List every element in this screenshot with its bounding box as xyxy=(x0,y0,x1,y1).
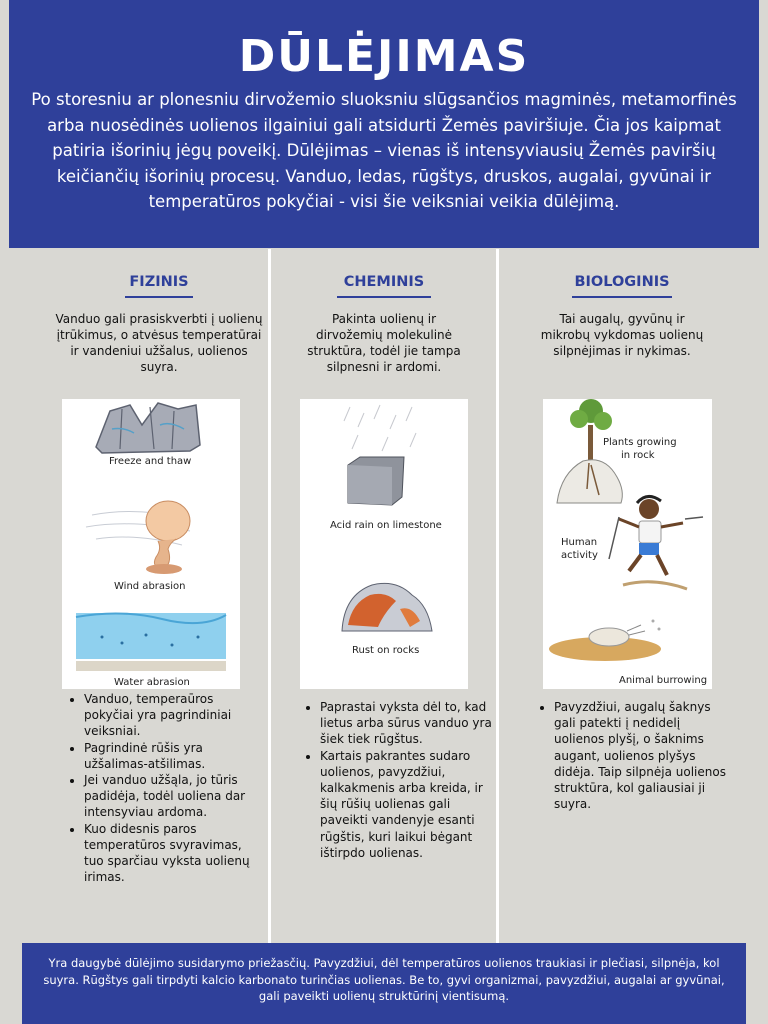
water-abrasion-image xyxy=(76,613,226,671)
human-label-line1: Human xyxy=(561,537,598,548)
list-item: • Paprastai vyksta dėl to, kad lietus arba sūrus vanduo yra šiek tiek rūgštus. xyxy=(320,699,492,748)
column-biological xyxy=(509,262,735,359)
chemical-bullet-list xyxy=(300,699,492,861)
animal-burrowing-label: Animal burrowing xyxy=(619,675,708,686)
rusty-rock-image xyxy=(342,583,432,631)
biological-weathering-illustration xyxy=(543,399,712,689)
acid-rain-label: Acid rain on limestone xyxy=(330,520,442,531)
wind-abrasion-label: Wind abrasion xyxy=(114,581,186,592)
acid-rain-image xyxy=(344,405,416,505)
hiker-image xyxy=(609,496,703,589)
list-item: • Jei vanduo užšąla, jo tūris padidėja, todėl uoliena dar intensyviau ardoma. xyxy=(84,772,264,821)
column-title: BIOLOGINIS xyxy=(574,274,670,290)
list-item: • Pavyzdžiui, augalų šaknys gali patekti į nedidelį uolienos plyšį, o šaknims augant, uolienos plyšys didėja. Taip silpnėja uolienos struktūra, kol galiausiai ji suyra. xyxy=(554,699,734,812)
burrowing-animal-image xyxy=(549,620,661,662)
chemical-weathering-illustration xyxy=(300,399,468,689)
header-banner xyxy=(9,0,759,248)
water-abrasion-label: Water abrasion xyxy=(114,677,190,688)
rust-label: Rust on rocks xyxy=(352,645,420,656)
wind-abrasion-rock-image xyxy=(86,501,190,574)
column-chemical xyxy=(271,262,497,375)
footer-text: Yra daugybė dūlėjimo susidarymo priežasčių. Pavyzdžiui, dėl temperatūros uolienos traukiasi ir plečiasi, silpnėja, kol suyra. Rūgštys gali tirpdyti kalcio karbonato turinčias uolienas. Be to, gyvi organizmai, pavyzdžiui, augalai ar gyvūnai, gali paveikti uolienų struktūrinį vientisumą. xyxy=(43,956,725,1003)
title-underline xyxy=(337,296,431,298)
column-physical xyxy=(46,262,272,375)
title-underline xyxy=(125,296,193,298)
column-title: FIZINIS xyxy=(129,274,189,290)
list-item: • Pagrindinė rūšis yra užšalimas-atšilimas. xyxy=(84,740,264,772)
freeze-thaw-label: Freeze and thaw xyxy=(109,456,192,467)
list-item: • Vanduo, temperaūros pokyčiai yra pagrindiniai veiksniai. xyxy=(84,691,264,740)
tree-in-rock-image xyxy=(557,399,622,503)
title-underline xyxy=(572,296,672,298)
intro-text: Po storesniu ar plonesniu dirvožemio sluoksniu slūgsančios magminės, metamorfinės arba nuosėdinės uolienos ilgainiui gali atsidurti Žemės paviršiuje. Čia jos kaipmat patiria išorinių jėgų poveikį. Dūlėjimas – vienas iš intensyviausių Žemės paviršių keičiančių išorinių procesų. Vanduo, ledas, rūgštys, druskos, augalai, gyvūnai ir temperatūros pokyčiai - visi šie veiksniai veikia dūlėjimą. xyxy=(31,90,737,211)
physical-weathering-illustration xyxy=(62,399,240,689)
column-description: Vanduo gali prasiskverbti į uolienų įtrūkimus, o atvėsus temperatūrai ir vandeniui užšalus, uolienos suyra. xyxy=(55,312,263,374)
footer-banner xyxy=(22,943,746,1024)
column-description: Pakinta uolienų ir dirvožemių molekulinė struktūra, todėl jie tampa silpnesni ir ardomi. xyxy=(307,312,461,374)
column-description: Tai augalų, gyvūnų ir mikrobų vykdomas uolienų silpnėjimas ir nykimas. xyxy=(540,312,704,358)
plants-label-line2: in rock xyxy=(621,450,655,461)
human-label-line2: activity xyxy=(561,550,598,561)
page-title: DŪLĖJIMAS xyxy=(238,31,530,82)
column-title: CHEMINIS xyxy=(343,274,425,290)
chemical-illustration-svg xyxy=(300,399,468,689)
physical-bullet-list xyxy=(64,691,264,885)
list-item: • Kuo didesnis paros temperatūros svyravimas, tuo sparčiau vyksta uolienų irimas. xyxy=(84,821,264,886)
plants-label-line1: Plants growing xyxy=(603,437,677,448)
biological-illustration-svg xyxy=(543,399,712,689)
freeze-thaw-rock-image xyxy=(96,403,200,453)
physical-illustration-svg xyxy=(62,399,240,689)
list-item: • Kartais pakrantes sudaro uolienos, pavyzdžiui, kalkakmenis arba kreida, ir šių rūšių uolienas gali paveikti vandenyje esanti rūgštis, kuri laikui bėgant ištirpdo uolienas. xyxy=(320,748,492,861)
biological-bullet-list xyxy=(534,699,734,812)
